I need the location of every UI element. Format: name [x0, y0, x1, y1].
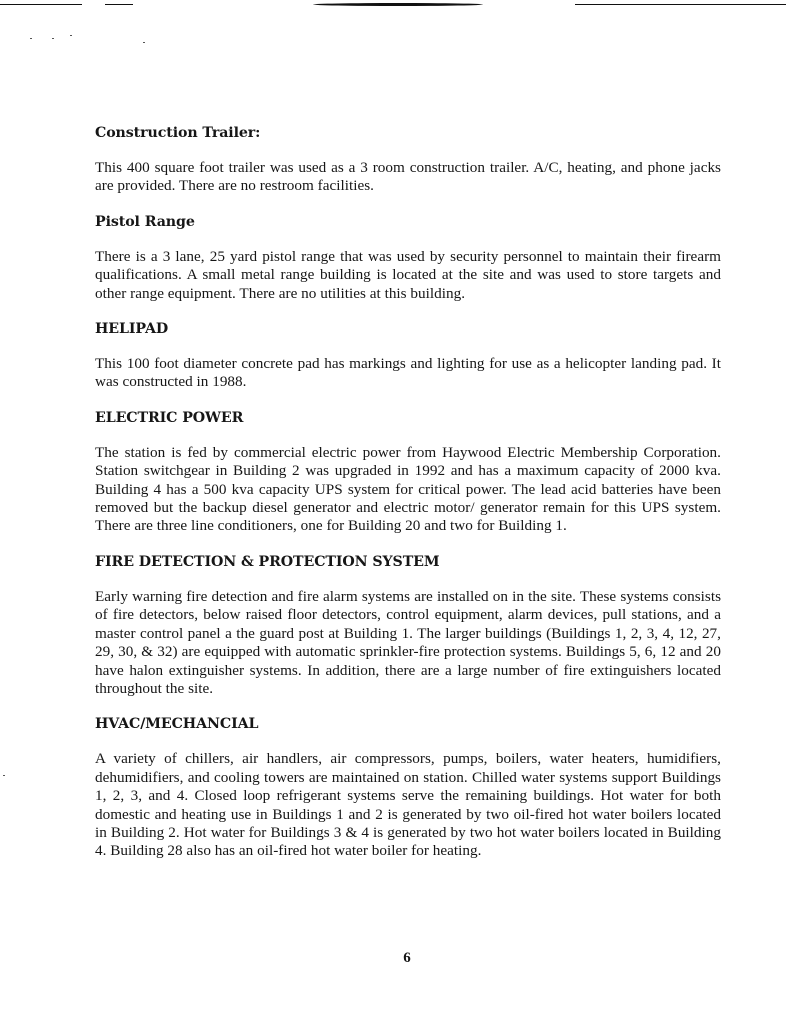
scan-speck: [143, 42, 145, 43]
scan-speck: [70, 35, 72, 36]
section-paragraph: This 100 foot diameter concrete pad has markings and lighting for use as a helicopter landing pad. It was constructed in 1988.: [95, 355, 721, 391]
scan-edge-mark: [105, 4, 133, 5]
section-heading: ELECTRIC POWER: [95, 409, 244, 426]
section-heading: Construction Trailer:: [95, 125, 261, 141]
section-paragraph: A variety of chillers, air handlers, air compressors, pumps, boilers, water heaters, humidifiers, dehumidifiers, and cooling towers are maintained on station. Chilled water systems support Buildings 1, 2, 3, and 4. Closed loop refrigerant systems serve the remaining buildings. Hot water for both domestic and heating use in Buildings 1 and 2 is generated by two oil-fired hot water boilers located in Building 2. Hot water for Buildings 3 & 4 is generated by two hot water boilers located in Building 4. Building 28 also has an oil-fired hot water boiler for heating.: [95, 750, 721, 860]
section-hvac-mechanical: [95, 715, 721, 860]
section-heading: FIRE DETECTION & PROTECTION SYSTEM: [95, 553, 440, 570]
section-paragraph: Early warning fire detection and fire alarm systems are installed on in the site. These systems consists of fire detectors, below raised floor detectors, control equipment, alarm devices, pull stations, and a master control panel a the guard post at Building 1. The larger buildings (Buildings 1, 2, 3, 4, 12, 27, 29, 30, & 32) are equipped with automatic sprinkler-fire protection systems. Buildings 5, 6, 12 and 20 have halon extinguisher systems. In addition, there are a large number of fire extinguishers located throughout the site.: [95, 587, 721, 697]
section-pistol-range: [95, 213, 721, 320]
section-heading: HELIPAD: [95, 321, 169, 338]
page-number: 6: [403, 950, 411, 966]
section-heading: HVAC/MECHANCIAL: [95, 716, 259, 733]
section-paragraph: The station is fed by commercial electric power from Haywood Electric Membership Corporation. Station switchgear in Building 2 was upgraded in 1992 and has a maximum capacity of 2000 kva. Building 4 has a 500 kva capacity UPS system for critical power. The lead acid batteries have been removed but the backup diesel generator and electric motor/ generator remain for this UPS system. There are three line conditioners, one for Building 20 and two for Building 1.: [95, 443, 721, 535]
scan-speck: [30, 38, 32, 39]
section-fire-detection: [95, 553, 721, 715]
section-helipad: [95, 320, 721, 409]
section-construction-trailer: [95, 124, 721, 213]
scan-edge-mark: [575, 4, 786, 5]
scan-edge-mark: [0, 4, 82, 5]
section-electric-power: [95, 409, 721, 553]
document-page: [95, 124, 721, 861]
scan-speck: [52, 38, 54, 39]
section-heading: Pistol Range: [95, 213, 195, 230]
scan-speck: [3, 775, 5, 776]
section-paragraph: There is a 3 lane, 25 yard pistol range that was used by security personnel to maintain their firearm qualifications. A small metal range building is located at the site and was used to store targets and other range equipment. There are no utilities at this building.: [95, 247, 721, 302]
section-paragraph: This 400 square foot trailer was used as a 3 room construction trailer. A/C, heating, and phone jacks are provided. There are no restroom facilities.: [95, 159, 721, 195]
scan-edge-mark: [313, 3, 483, 6]
